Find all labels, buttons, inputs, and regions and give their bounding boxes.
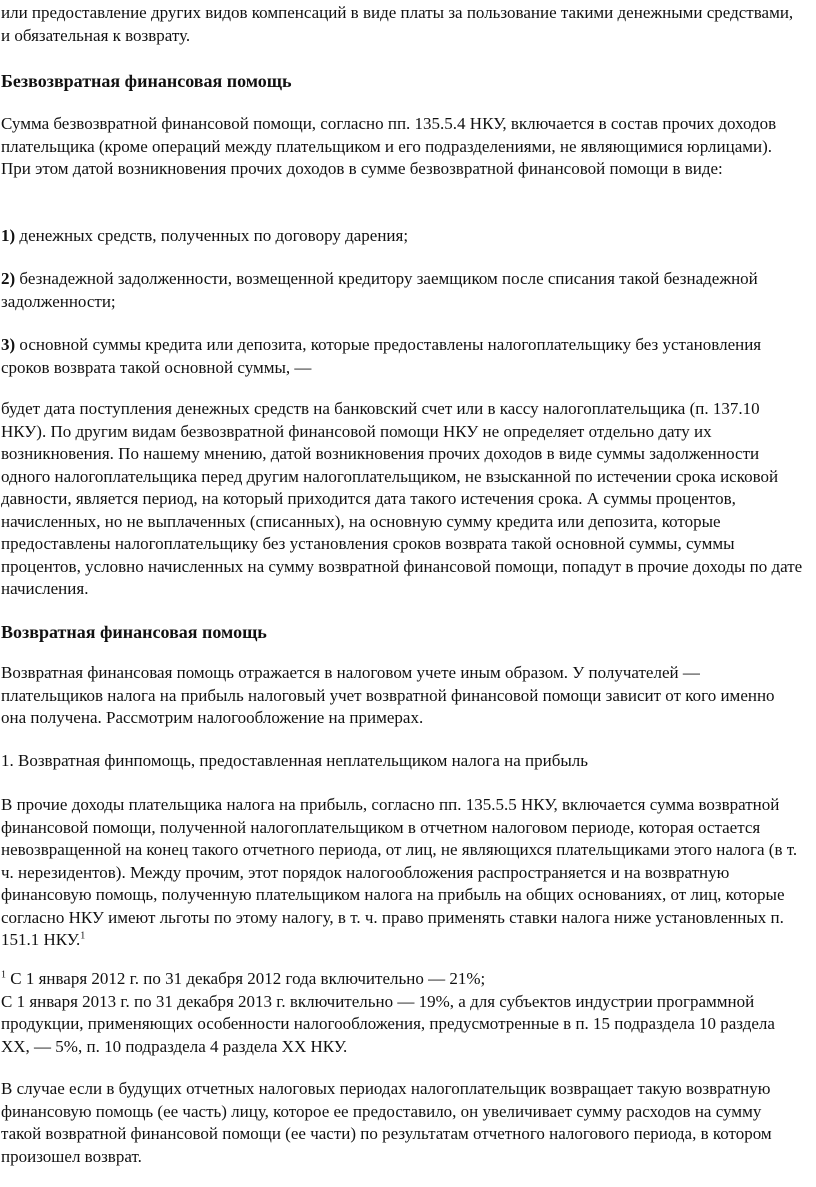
footnote-line-1-text: С 1 января 2012 г. по 31 декабря 2012 года включительно — 21%; <box>6 969 486 988</box>
nonreturnable-aid-paragraph: Сумма безвозвратной финансовой помощи, согласно пп. 135.5.4 НКУ, включается в состав прочих доходов плательщика (кроме операций между плательщиком и его подразделениями, не являющимися юрлицами). При этом датой возникновения прочих доходов в сумме безвозвратной финансовой помощи в виде: <box>1 114 777 178</box>
list-item-text: денежных средств, полученных по договору дарения; <box>15 226 409 245</box>
returnable-aid-paragraph: Возвратная финансовая помощь отражается в налоговом учете иным образом. У получателей — плательщиков налога на прибыль налоговый учет возвратной финансовой помощи зависит от кого именно она получена. Рассмотрим налогообложение на примерах. <box>1 663 775 727</box>
nonreturnable-aid-continuation: будет дата поступления денежных средств на банковский счет или в кассу налогоплательщика (п. 137.10 НКУ). По другим видам безвозвратной финансовой помощи НКУ не определяет отдельно дату их возникновения. По нашему мнению, датой возникновения прочих доходов в виде суммы задолженности одного налогоплательщика перед другим налогоплательщиком, не взысканной по истечении срока исковой давности, является период, на который приходится дата такого истечения срока. А суммы процентов, начисленных, но не выплаченных (списанных), на основную сумму кредита или депозита, которые предоставлены налогоплательщику без установления сроков возврата такой основной суммы, суммы процентов, условно начисленных на сумму возвратной финансовой помощи, попадут в прочие доходы по дате начисления. <box>1 399 803 598</box>
list-item <box>1 334 801 379</box>
list-item-text: безнадежной задолженности, возмещенной кредитору заемщиком после списания такой безнадежной задолженности; <box>1 269 758 311</box>
returnable-aid-paragraph-3: В случае если в будущих отчетных налоговых периодах налогоплательщик возвращает такую возвратную финансовую помощь (ее часть) лицу, которое ее предоставило, он увеличивает сумму расходов на сумму такой возвратной финансовой помощи (ее части) по результатам отчетного налогового периода, в котором произошел возврат. <box>1 1079 772 1166</box>
footnote-reference: 1 <box>80 930 86 942</box>
footnote-line-2: С 1 января 2013 г. по 31 декабря 2013 г. включительно — 19%, а для субъектов индустрии программной продукции, применяющих особенности налогообложения, предусмотренные в п. 15 подраздела 10 раздела ХХ, — 5%, п. 10 подраздела 4 раздела ХХ НКУ. <box>1 991 775 1056</box>
section-heading-returnable-aid: Возвратная финансовая помощь <box>1 622 267 642</box>
footnote-marker: 1 <box>1 969 6 981</box>
footnote-line-1 <box>1 968 801 991</box>
list-item-text: основной суммы кредита или депозита, которые предоставлены налогоплательщику без установления сроков возврата такой основной суммы, — <box>1 335 762 377</box>
list-item <box>1 268 801 313</box>
footnote <box>1 968 801 1058</box>
list-item <box>1 225 801 248</box>
section-heading-nonreturnable-aid: Безвозвратная финансовая помощь <box>1 71 292 91</box>
returnable-aid-paragraph-2-text: В прочие доходы плательщика налога на прибыль, согласно пп. 135.5.5 НКУ, включается сумма возвратной финансовой помощи, полученной налогоплательщиком в отчетном налоговом периоде, которая остается невозвращенной на конец такого отчетного периода, от лиц, не являющихся плательщиками этого налога (в т. ч. нерезидентов). Между прочим, этот порядок налогообложения распространяется и на возвратную финансовую помощь, полученную плательщиком налога на прибыль на общих основаниях, от лиц, которые согласно НКУ имеют льготы по этому налогу, в т. ч. право применять ставки налога ниже установленных п. 151.1 НКУ. <box>1 795 798 949</box>
list-item-number: 3) <box>1 335 16 354</box>
returnable-aid-paragraph-2 <box>1 794 806 952</box>
list-item-number: 2) <box>1 269 16 288</box>
list-item-number: 1) <box>1 226 16 245</box>
intro-paragraph: или предоставление других видов компенсаций в виде платы за пользование такими денежными средствами, и обязательная к возврату. <box>1 3 794 45</box>
returnable-aid-subheading: 1. Возвратная финпомощь, предоставленная неплательщиком налога на прибыль <box>1 751 589 770</box>
